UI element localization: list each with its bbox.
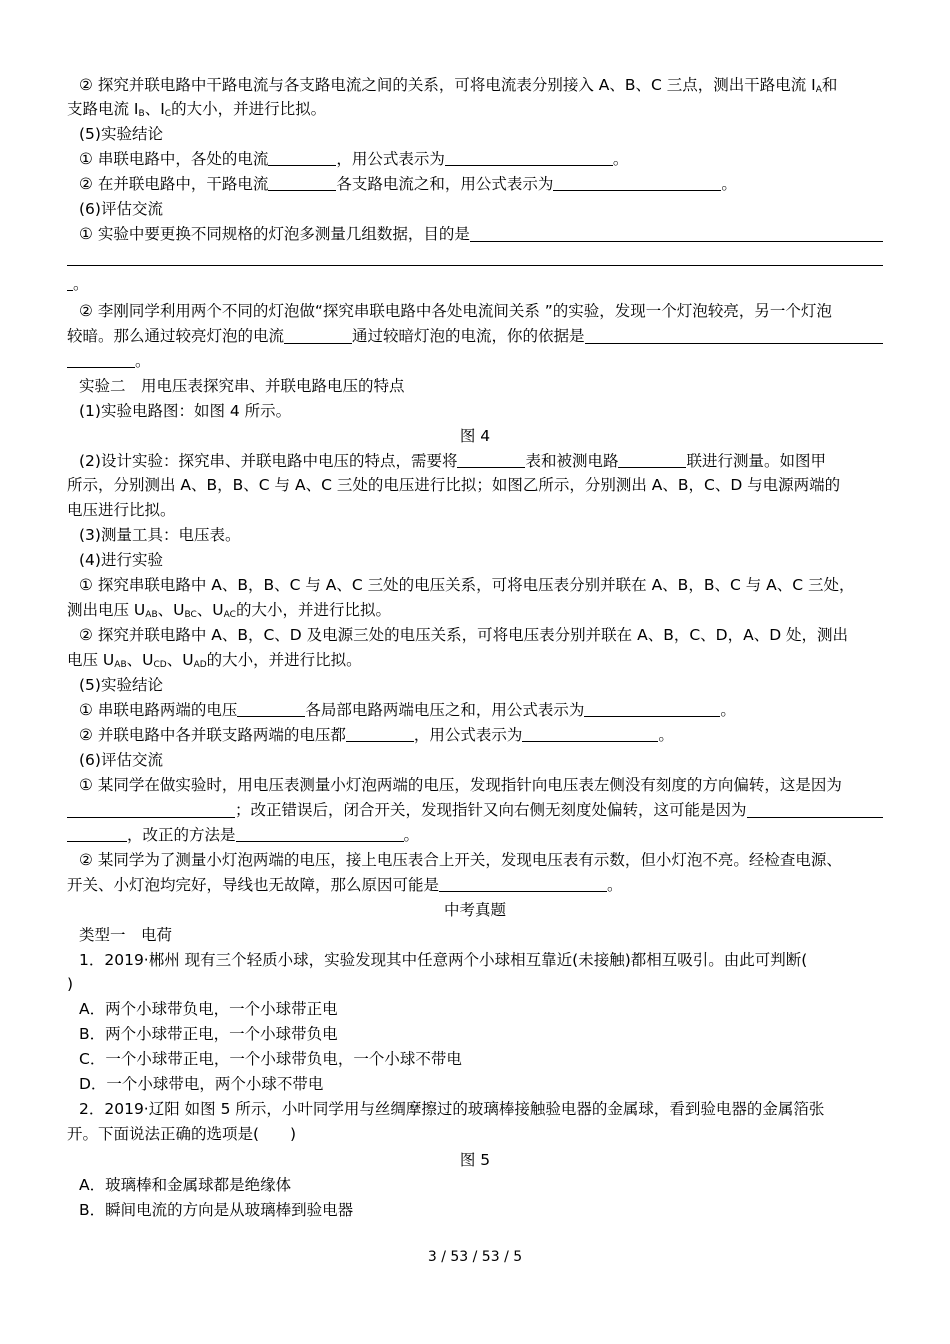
text-line: 电压进行比拟。 <box>67 501 176 519</box>
text-line: 。 <box>67 274 883 294</box>
question-text: 开。下面说法正确的选项是( ) <box>67 1125 297 1143</box>
answer-blank[interactable] <box>236 826 404 842</box>
text-line: 开关、小灯泡均完好，导线也无故障，那么原因可能是 。 <box>67 876 623 894</box>
text-line: (3)测量工具：电压表。 <box>79 526 241 544</box>
answer-blank[interactable] <box>445 150 613 166</box>
answer-blank[interactable] <box>268 150 336 166</box>
text-line: ② 并联电路中各并联支路两端的电压都 ，用公式表示为 。 <box>79 726 674 744</box>
text-line: (1)实验电路图：如图 4 所示。 <box>79 402 292 420</box>
answer-blank[interactable] <box>67 802 235 818</box>
answer-blank[interactable] <box>470 226 883 242</box>
figure-caption: 图 5 <box>459 1151 491 1169</box>
answer-blank[interactable] <box>747 802 883 818</box>
text-line: 测出电压 $U_{AB}$、$U_{BC}$、$U_{AC}$的大小，并进行比拟。 <box>67 601 391 620</box>
text-line: 电压 $U_{AB}$、$U_{CD}$、$U_{AD}$的大小，并进行比拟。 <box>67 651 362 670</box>
option-a: A．两个小球带负电，一个小球带正电 <box>79 1000 338 1018</box>
question-text: ) <box>67 975 74 993</box>
option-a: A．玻璃棒和金属球都是绝缘体 <box>79 1176 292 1194</box>
text-line: (2)设计实验：探究串、并联电路中电压的特点，需要将 表和被测电路 联进行测量。如图甲 <box>79 452 826 470</box>
text-line: 。 <box>67 351 883 371</box>
text-line: 支路电流 $I_B$、$I_C$的大小，并进行比拟。 <box>67 100 327 119</box>
text-line: ；改正错误后，闭合开关，发现指针又向右侧无刻度处偏转，这可能是因为 <box>67 800 883 820</box>
option-d: D．一个小球带电，两个小球不带电 <box>79 1075 324 1093</box>
text-line: ② 某同学为了测量小灯泡两端的电压，接上电压表合上开关，发现电压表有示数，但小灯泡不亮。经检查电源、 <box>79 851 842 869</box>
figure-caption: 图 4 <box>459 427 491 445</box>
text-line: ① 探究串联电路中 A、B，B、C 与 A、C 三处的电压关系，可将电压表分别并联在 A、B，B、C 与 A、C 三处， <box>79 576 855 594</box>
answer-blank[interactable] <box>553 175 721 191</box>
answer-blank[interactable] <box>268 175 336 191</box>
question-text: 2．2019·辽阳 如图 5 所示，小叶同学用与丝绸摩擦过的玻璃棒接触验电器的金属球，看到验电器的金属箔张 <box>79 1100 825 1118</box>
text-line: ② 探究并联电路中 A、B，C、D 及电源三处的电压关系，可将电压表分别并联在 A、B，C、D，A、D 处，测出 <box>79 626 849 644</box>
text-line: ① 串联电路两端的电压 各局部电路两端电压之和，用公式表示为 。 <box>79 701 736 719</box>
text-line: ① 实验中要更换不同规格的灯泡多测量几组数据，目的是 <box>79 224 883 244</box>
text-line: ② 探究并联电路中干路电流与各支路电流之间的关系，可将电流表分别接入 A、B、C 三点，测出干路电流 $I_A$和 <box>79 76 838 95</box>
page-footer: 3 / 53 / 53 / 5 <box>427 1249 523 1265</box>
experiment-title: 实验二 用电压表探究串、并联电路电压的特点 <box>79 377 405 395</box>
section-heading: (4)进行实验 <box>79 551 163 569</box>
section-heading: (5)实验结论 <box>79 125 163 143</box>
answer-blank[interactable] <box>284 328 352 344</box>
text-line: ，改正的方法是 。 <box>67 825 883 845</box>
answer-blank[interactable] <box>522 726 658 742</box>
section-title: 中考真题 <box>443 901 506 919</box>
text-line: ② 在并联电路中，干路电流 各支路电流之和，用公式表示为 。 <box>79 175 737 193</box>
answer-blank[interactable] <box>346 726 414 742</box>
section-heading: (5)实验结论 <box>79 676 163 694</box>
type-heading: 类型一 电荷 <box>79 926 173 944</box>
option-b: B．两个小球带正电，一个小球带负电 <box>79 1025 338 1043</box>
answer-blank[interactable] <box>67 826 127 842</box>
section-heading: (6)评估交流 <box>79 200 163 218</box>
option-b: B．瞬间电流的方向是从玻璃棒到验电器 <box>79 1201 354 1219</box>
text-line: ① 串联电路中，各处的电流 ，用公式表示为 。 <box>79 150 629 168</box>
question-text: 1．2019·郴州 现有三个轻质小球，实验发现其中任意两个小球相互靠近(未接触)都相互吸引。由此可判断( <box>79 951 808 969</box>
text-line: 所示，分别测出 A、B，B、C 与 A、C 三处的电压进行比拟；如图乙所示，分别测出 A、B，C、D 与电源两端的 <box>67 476 841 494</box>
text-line: 较暗。那么通过较亮灯泡的电流 通过较暗灯泡的电流，你的依据是 <box>67 326 883 346</box>
answer-line[interactable] <box>67 249 883 269</box>
text-line: ① 某同学在做实验时，用电压表测量小灯泡两端的电压，发现指针向电压表左侧没有刻度的方向偏转，这是因为 <box>79 776 842 794</box>
answer-blank[interactable] <box>67 352 135 368</box>
answer-blank[interactable] <box>237 701 305 717</box>
answer-blank[interactable] <box>439 876 607 892</box>
option-c: C．一个小球带正电，一个小球带负电，一个小球不带电 <box>79 1050 462 1068</box>
answer-blank[interactable] <box>584 701 720 717</box>
text-line: ② 李刚同学利用两个不同的灯泡做“探究串联电路中各处电流间关系 ”的实验，发现一个灯泡较亮，另一个灯泡 <box>79 302 832 320</box>
answer-blank[interactable] <box>618 452 686 468</box>
section-heading: (6)评估交流 <box>79 751 163 769</box>
answer-blank[interactable] <box>457 452 525 468</box>
answer-blank[interactable] <box>585 328 883 344</box>
